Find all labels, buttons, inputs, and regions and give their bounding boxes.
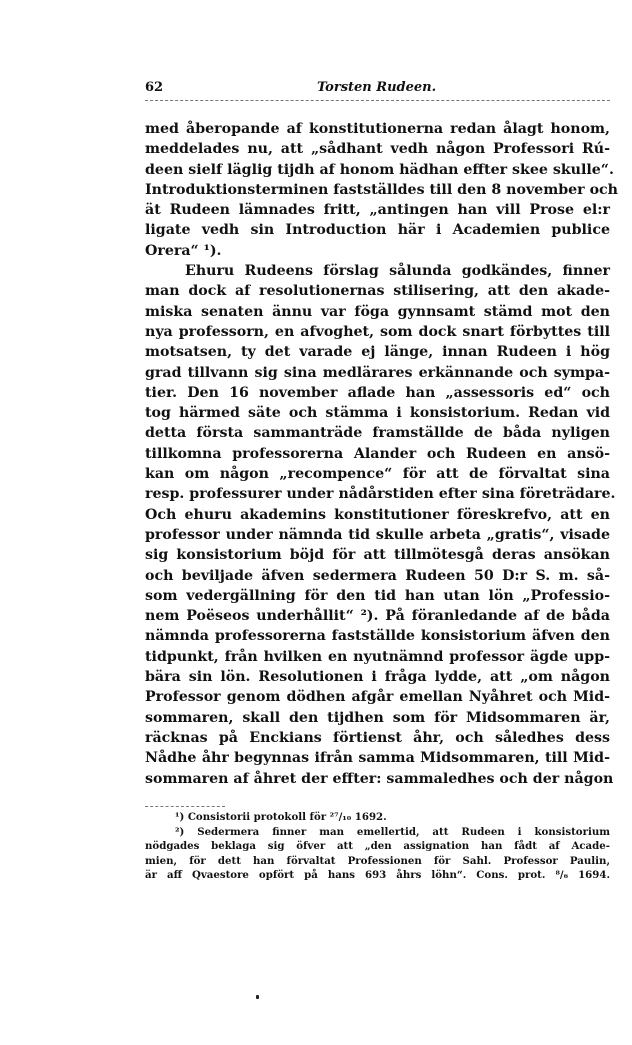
text-line: nem Poëseos underhållit“ ²). På föranledande af de båda: [145, 608, 610, 625]
text-line: kan om någon „recompence“ för att de förvaltat sina: [145, 466, 610, 483]
text-line: professor under nämnda tid skulle arbeta „gratis“, visade: [145, 526, 610, 543]
text-line: nämnda professorerna fastställde konsistorium äfven den: [145, 628, 610, 645]
text-line: sommaren af åhret der effter: sammaledhes och der någon: [145, 770, 614, 787]
print-speck: [256, 995, 259, 999]
text-line: detta första sammanträde framställde de båda nyligen: [145, 425, 610, 442]
text-line: miska senaten ännu var föga gynnsamt stämd mot den: [145, 303, 610, 320]
text-line: Nådhe åhr begynnas ifrån samma Midsommaren, till Mid-: [145, 750, 610, 767]
text-line: Ehuru Rudeens förslag sålunda godkändes, finner: [185, 263, 610, 280]
text-line: och beviljade äfven sedermera Rudeen 50 D:r S. m. så-: [145, 567, 610, 584]
text-line: tier. Den 16 november aflade han „assessoris ed“ och: [145, 384, 610, 401]
text-line: resp. professurer under nådårstiden efter sina företrädare.: [145, 486, 616, 503]
footnote-line: är aff Qvaestore opfört på hans 693 åhrs löhn“. Cons. prot. ⁸/₆ 1694.: [145, 869, 610, 881]
header-rule: [145, 100, 610, 101]
text-line: meddelades nu, att „sådhant vedh någon Professori Rú-: [145, 141, 610, 158]
footnote-line: ²) Sedermera finner man emellertid, att Rudeen i konsistorium: [175, 825, 610, 838]
text-line: ät Rudeen lämnades fritt, „antingen han vill Prose el:r: [145, 202, 610, 219]
running-title: Torsten Rudeen.: [317, 80, 437, 95]
text-line: motsatsen, ty det varade ej länge, innan Rudeen i hög: [145, 344, 610, 361]
text-line: Och ehuru akademins konstitutioner föreskrefvo, att en: [145, 506, 610, 523]
page-header: [145, 80, 610, 102]
text-line: tog härmed säte och stämma i konsistorium. Redan vid: [145, 405, 610, 422]
text-line: Orera“ ¹).: [145, 242, 222, 259]
text-line: räcknas på Enckians förtienst åhr, och såledhes dess: [145, 729, 610, 746]
footnote-line: ¹) Consistorii protokoll för ²⁷/₁₀ 1692.: [175, 811, 387, 823]
text-line: ligate vedh sin Introduction här i Academien publice: [145, 222, 610, 239]
text-line: som vedergällning för den tid han utan lön „Professio-: [145, 587, 610, 604]
text-line: tidpunkt, från hvilken en nyutnämnd professor ägde upp-: [145, 648, 610, 665]
text-line: Professor genom dödhen afgår emellan Nyåhret och Mid-: [145, 689, 610, 706]
text-line: man dock af resolutionernas stilisering, att den akade-: [145, 283, 610, 300]
text-line: grad tillvann sig sina medlärares erkännande och sympa-: [145, 364, 610, 381]
footnote-line: mien, för dett han förvaltat Professionen för Sahl. Professor Paulin,: [145, 854, 610, 867]
page-number: 62: [145, 80, 164, 95]
text-line: bära sin lön. Resolutionen i fråga lydde, att „om någon: [145, 669, 610, 686]
text-line: tillkomna professorerna Alander och Rudeen en ansö-: [145, 445, 610, 462]
text-line: deen sielf läglig tijdh af honom hädhan effter skee skulle“.: [145, 161, 614, 178]
text-line: sig konsistorium böjd för att tillmötesgå deras ansökan: [145, 547, 610, 564]
text-line: sommaren, skall den tijdhen som för Midsommaren är,: [145, 709, 610, 726]
footnote-line: nödgades beklaga sig öfver att „den assignation han fådt af Acade-: [145, 840, 610, 852]
text-line: med åberopande af konstitutionerna redan ålagt honom,: [145, 121, 610, 137]
body-text: [145, 119, 619, 789]
footnote-rule: [145, 806, 225, 807]
footnotes: [145, 810, 610, 883]
text-line: Introduktionsterminen fastställdes till den 8 november och: [145, 181, 619, 198]
text-line: nya professorn, en afvoghet, som dock snart förbyttes till: [145, 323, 610, 340]
